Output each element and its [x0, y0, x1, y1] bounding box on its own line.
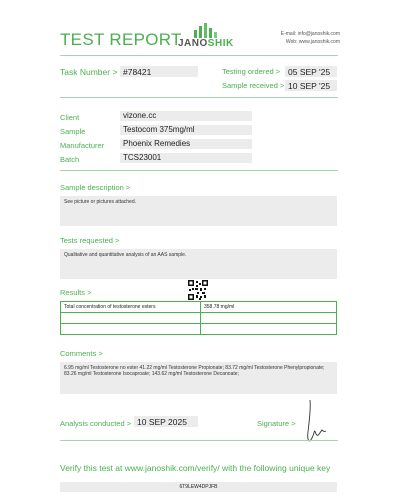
- task-divider: [60, 97, 338, 98]
- header-divider: [60, 55, 338, 56]
- details-divider: [60, 170, 338, 171]
- sample-received-label: Sample received >: [222, 81, 285, 90]
- batch-label: Batch: [60, 155, 80, 164]
- manufacturer-label: Manufacturer: [60, 141, 105, 150]
- manufacturer-value: Phoenix Remedies: [120, 139, 252, 149]
- analysis-date-value: 10 SEP 2025: [137, 417, 187, 427]
- tests-requested-label: Tests requested >: [60, 236, 120, 245]
- table-row: [61, 324, 337, 335]
- analysis-conducted-label: Analysis conducted >: [60, 419, 132, 428]
- client-label: Client: [60, 113, 80, 122]
- analysis-divider: [60, 440, 338, 441]
- result-value-cell: [201, 324, 337, 335]
- contact-web[interactable]: Web: www.janoshik.com: [285, 39, 340, 45]
- unique-key: 6T9LEW4DPJFB: [60, 482, 337, 492]
- signature-label: Signature >: [257, 419, 296, 428]
- logo-wordmark: [178, 38, 234, 49]
- sample-label: Sample: [60, 127, 86, 136]
- comments-label: Comments >: [60, 349, 103, 358]
- report-title: TEST REPORT: [60, 30, 182, 49]
- contact-email[interactable]: E-mail: info@janoshik.com: [280, 31, 340, 37]
- sample-description-text: See picture or pictures attached.: [60, 196, 337, 226]
- task-number-label: Task Number >: [60, 67, 118, 77]
- logo-text-b: SHIK: [207, 38, 234, 49]
- result-value-cell: [201, 313, 337, 324]
- results-table: [60, 301, 337, 335]
- qr-code-icon: [188, 280, 208, 300]
- logo-text-a: JANO: [178, 38, 208, 49]
- result-name-cell: Total concentration of testosterone esters: [61, 302, 201, 313]
- result-name-cell: [61, 313, 201, 324]
- result-value-cell: 358.78 mg/ml: [201, 302, 337, 313]
- batch-value: TCS23001: [120, 153, 252, 163]
- sample-received-value: 10 SEP '25: [288, 81, 331, 91]
- testing-ordered-value: 05 SEP '25: [288, 67, 331, 77]
- contact-info: [281, 30, 340, 46]
- tests-requested-text: Qualitative and quantitative analysis of an AAS sample.: [60, 249, 337, 279]
- table-row: [61, 302, 337, 313]
- comments-text: 6.95 mg/ml Testosterone no ester 41.22 mg/ml Testosterone Propionate; 83.72 mg/ml Testosterone Phenylpropionate; 83.26 mg/ml Testosterone Isocaproate; 143.62 mg/ml Testosterone Decanoate;: [60, 362, 337, 394]
- task-number-value: #78421: [123, 67, 152, 77]
- sample-description-label: Sample description >: [60, 183, 131, 192]
- result-name-cell: [61, 324, 201, 335]
- client-value: vizone.cc: [120, 111, 252, 121]
- verify-instructions: Verify this test at www.janoshik.com/verify/ with the following unique key: [60, 463, 331, 473]
- results-label: Results >: [60, 288, 92, 297]
- sample-value: Testocom 375mg/ml: [120, 125, 252, 135]
- testing-ordered-label: Testing ordered >: [222, 67, 281, 76]
- table-row: [61, 313, 337, 324]
